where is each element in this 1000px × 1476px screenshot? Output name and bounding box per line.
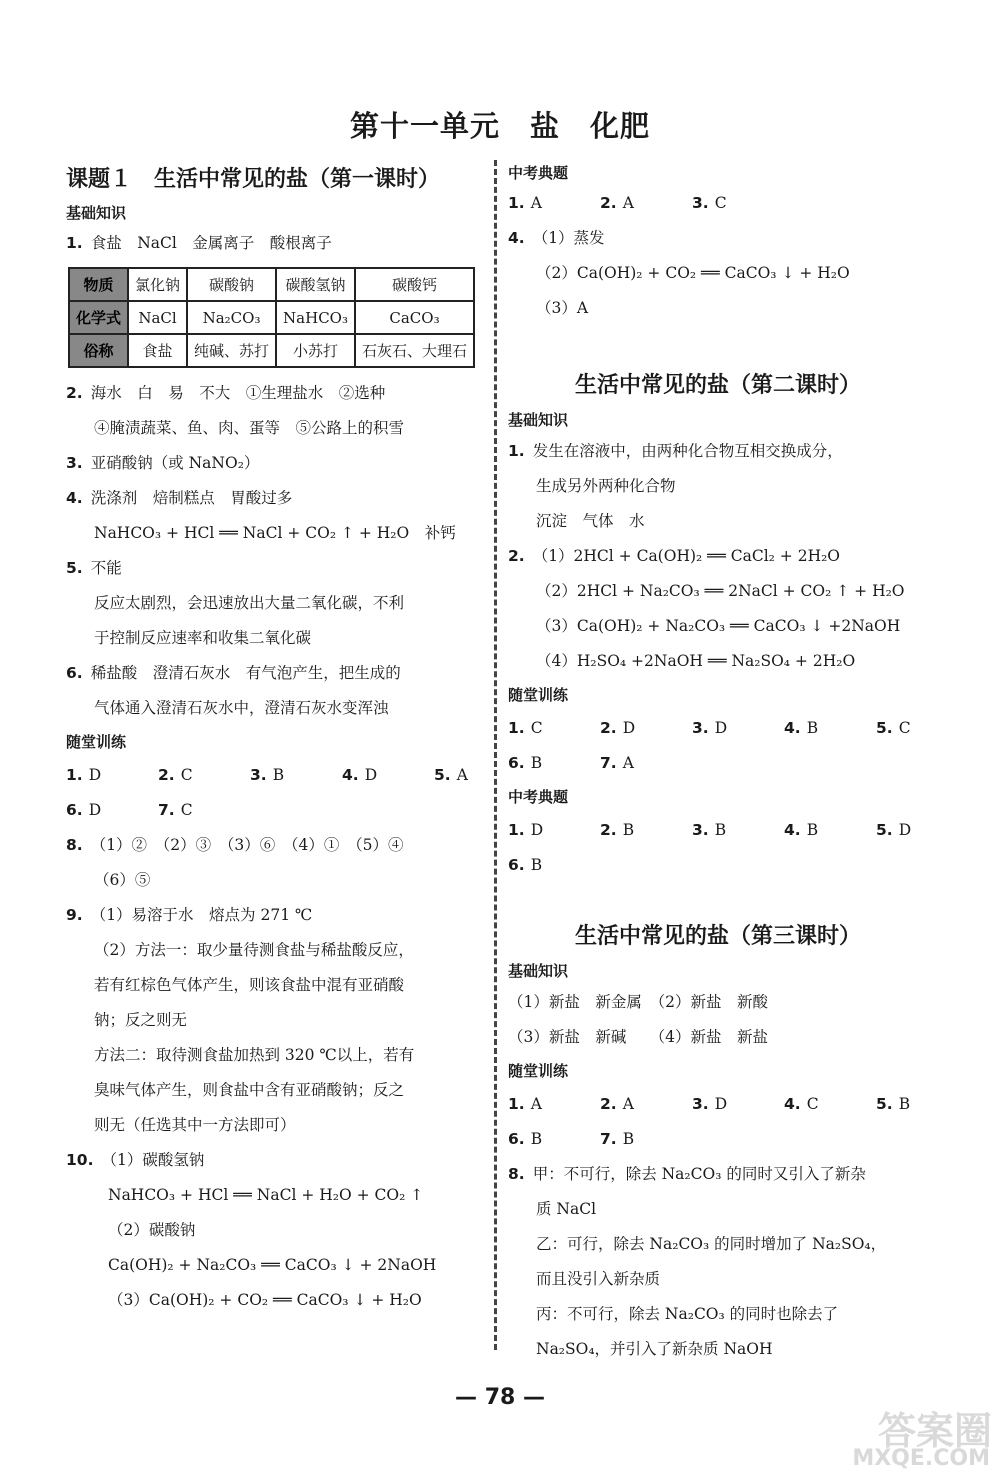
- answer-line: ④腌渍蔬菜、鱼、肉、蛋等 ⑤公路上的积雪: [94, 419, 405, 437]
- table-cell: 食盐: [128, 334, 187, 367]
- answer-line: 方法二：取待测食盐加热到 320 ℃以上，若有: [94, 1046, 415, 1064]
- right-column: [508, 160, 928, 1367]
- section-basic: 基础知识: [508, 411, 569, 429]
- answer-line: （3）A: [536, 299, 589, 317]
- answer-line: （3）Ca(OH)₂ + CO₂ ══ CaCO₃ ↓ + H₂O: [108, 1291, 422, 1309]
- answer-line: （2）2HCl + Na₂CO₃ ══ 2NaCl + CO₂ ↑ + H₂O: [536, 582, 905, 600]
- table-cell: Na₂CO₃: [187, 301, 276, 334]
- answer-line: 5. 不能: [66, 559, 122, 577]
- answer-line: （6）⑤: [94, 871, 151, 889]
- answer-line: 1. 发生在溶液中，由两种化合物互相交换成分，: [508, 442, 843, 460]
- answer-line: 3. 亚硝酸钠（或 NaNO₂）: [66, 454, 260, 472]
- table-cell: CaCO₃: [355, 301, 474, 334]
- answer-grid: 1. A 2. A 3. C: [508, 194, 727, 212]
- table-cell: 氯化钠: [128, 268, 187, 301]
- salt-table: [68, 267, 475, 368]
- answer-line: NaHCO₃ + HCl ══ NaCl + H₂O + CO₂ ↑: [108, 1186, 424, 1204]
- answer-line: NaHCO₃ + HCl ══ NaCl + CO₂ ↑ + H₂O 补钙: [94, 524, 456, 542]
- answer-grid: 1. D 2. C 3. B 4. D 5. A: [66, 766, 468, 784]
- answer-line: 沉淀 气体 水: [536, 512, 645, 530]
- answer-line: 8. 甲：不可行，除去 Na₂CO₃ 的同时又引入了新杂: [508, 1165, 866, 1183]
- answer-line: 臭味气体产生，则食盐中含有亚硝酸钠；反之: [94, 1081, 405, 1099]
- answer-line: 反应太剧烈，会迅速放出大量二氧化碳，不利: [94, 594, 405, 612]
- answer-line: （3）新盐 新碱 （4）新盐 新盐: [508, 1028, 768, 1046]
- watermark-url: MXQE.COM: [852, 1446, 990, 1471]
- lesson1-title: 课题１ 生活中常见的盐（第一课时）: [66, 167, 441, 192]
- table-cell: NaCl: [128, 301, 187, 334]
- section-basic: 基础知识: [508, 962, 569, 980]
- answer-line: 4. （1）蒸发: [508, 229, 605, 247]
- answer-grid: 1. C 2. D 3. D 4. B 5. C: [508, 719, 911, 737]
- table-cell: 石灰石、大理石: [355, 334, 474, 367]
- section-exam: 中考典题: [508, 164, 569, 182]
- lesson3-title: 生活中常见的盐（第三课时）: [574, 924, 861, 949]
- section-exam: 中考典题: [508, 788, 569, 806]
- answer-line: （2）Ca(OH)₂ + CO₂ ══ CaCO₃ ↓ + H₂O: [536, 264, 850, 282]
- table-header: 化学式: [69, 301, 128, 334]
- answer-line: 质 NaCl: [536, 1200, 597, 1218]
- answer-line: 8. （1）② （2）③ （3）⑥ （4）① （5）④: [66, 836, 404, 854]
- section-practice: 随堂训练: [508, 1062, 569, 1080]
- answer-line: 1. 食盐 NaCl 金属离子 酸根离子: [66, 234, 332, 252]
- left-column: [66, 160, 486, 1318]
- answer-line: 丙：不可行，除去 Na₂CO₃ 的同时也除去了: [536, 1305, 839, 1323]
- answer-line: 9. （1）易溶于水 熔点为 271 ℃: [66, 906, 313, 924]
- answer-line: 于控制反应速率和收集二氧化碳: [94, 629, 312, 647]
- page-number: — 78 —: [455, 1385, 545, 1410]
- section-practice: 随堂训练: [508, 686, 569, 704]
- table-cell: 纯碱、苏打: [187, 334, 276, 367]
- section-practice: 随堂训练: [66, 733, 127, 751]
- answer-grid: 1. A 2. A 3. D 4. C 5. B: [508, 1095, 911, 1113]
- answer-line: 而且没引入新杂质: [536, 1270, 661, 1288]
- answer-line: 乙：可行，除去 Na₂CO₃ 的同时增加了 Na₂SO₄，: [536, 1235, 887, 1253]
- answer-line: （1）新盐 新金属 （2）新盐 新酸: [508, 993, 768, 1011]
- table-cell: 碳酸氢钠: [276, 268, 355, 301]
- answer-line: （4）H₂SO₄ +2NaOH ══ Na₂SO₄ + 2H₂O: [536, 652, 856, 670]
- table-cell: 小苏打: [276, 334, 355, 367]
- watermark: 答案圈: [877, 1409, 992, 1453]
- answer-line: Na₂SO₄，并引入了新杂质 NaOH: [536, 1340, 773, 1358]
- answer-line: （2）方法一：取少量待测食盐与稀盐酸反应，: [94, 941, 414, 959]
- answer-line: 生成另外两种化合物: [536, 477, 676, 495]
- answer-line: 则无（任选其中一方法即可）: [94, 1116, 296, 1134]
- table-cell: NaHCO₃: [276, 301, 355, 334]
- section-basic: 基础知识: [66, 204, 127, 222]
- answer-line: 2. （1）2HCl + Ca(OH)₂ ══ CaCl₂ + 2H₂O: [508, 547, 841, 565]
- table-header: 俗称: [69, 334, 128, 367]
- answer-line: Ca(OH)₂ + Na₂CO₃ ══ CaCO₃ ↓ + 2NaOH: [108, 1256, 437, 1274]
- answer-grid: 6. B: [508, 856, 543, 874]
- answer-line: 若有红棕色气体产生，则该食盐中混有亚硝酸: [94, 976, 405, 994]
- answer-line: （2）碳酸钠: [108, 1221, 196, 1239]
- answer-line: 10. （1）碳酸氢钠: [66, 1151, 205, 1169]
- answer-line: 6. 稀盐酸 澄清石灰水 有气泡产生，把生成的: [66, 664, 401, 682]
- answer-grid: 6. B 7. B: [508, 1130, 635, 1148]
- answer-grid: 1. D 2. B 3. B 4. B 5. D: [508, 821, 912, 839]
- answer-line: 2. 海水 白 易 不大 ①生理盐水 ②选种: [66, 384, 386, 402]
- table-cell: 碳酸钠: [187, 268, 276, 301]
- unit-title: 第十一单元 盐 化肥: [349, 109, 650, 143]
- answer-line: （3）Ca(OH)₂ + Na₂CO₃ ══ CaCO₃ ↓ +2NaOH: [536, 617, 901, 635]
- column-divider: [494, 160, 497, 1350]
- table-header: 物质: [69, 268, 128, 301]
- answer-grid: 6. D 7. C: [66, 801, 193, 819]
- lesson2-title: 生活中常见的盐（第二课时）: [574, 373, 861, 398]
- answer-grid: 6. B 7. A: [508, 754, 634, 772]
- answer-line: 钠；反之则无: [94, 1011, 188, 1029]
- answer-line: 4. 洗涤剂 焙制糕点 胃酸过多: [66, 489, 293, 507]
- answer-line: 气体通入澄清石灰水中，澄清石灰水变浑浊: [94, 699, 389, 717]
- table-cell: 碳酸钙: [355, 268, 474, 301]
